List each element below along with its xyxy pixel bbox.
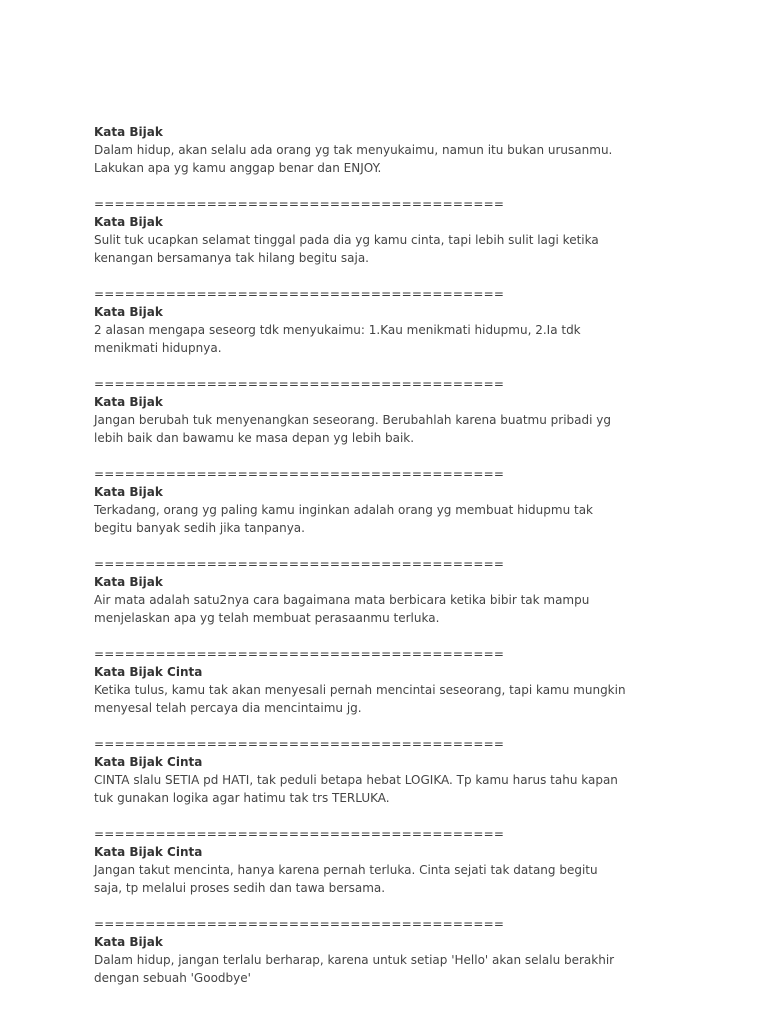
- quote-entry: [94, 465, 694, 537]
- separator-line: ========================================: [94, 647, 505, 661]
- quote-title: Kata Bijak: [94, 935, 163, 949]
- quote-entry: [94, 915, 694, 987]
- quote-text: Terkadang, orang yg paling kamu inginkan adalah orang yg membuat hidupmu tak begitu banyak sedih jika tanpanya.: [94, 503, 593, 535]
- quote-title: Kata Bijak: [94, 125, 163, 139]
- separator-line: ========================================: [94, 827, 505, 841]
- quote-title: Kata Bijak Cinta: [94, 845, 203, 859]
- quote-title: Kata Bijak: [94, 395, 163, 409]
- quote-entry: [94, 195, 694, 267]
- quote-entry: [94, 555, 694, 627]
- quote-entry: [94, 735, 694, 807]
- quote-title: Kata Bijak Cinta: [94, 665, 203, 679]
- quote-entry: [94, 645, 694, 717]
- quote-text: Jangan berubah tuk menyenangkan seseorang. Berubahlah karena buatmu pribadi yg lebih baik dan bawamu ke masa depan yg lebih baik.: [94, 413, 611, 445]
- separator-line: ========================================: [94, 287, 505, 301]
- quote-entry: [94, 825, 694, 897]
- quote-title: Kata Bijak: [94, 215, 163, 229]
- document-page: [94, 123, 694, 987]
- quote-title: Kata Bijak: [94, 575, 163, 589]
- quote-text: Dalam hidup, jangan terlalu berharap, karena untuk setiap 'Hello' akan selalu berakhir dengan sebuah 'Goodbye': [94, 953, 615, 985]
- quote-entry: [94, 285, 694, 357]
- quote-title: Kata Bijak Cinta: [94, 755, 203, 769]
- quote-text: Jangan takut mencinta, hanya karena pernah terluka. Cinta sejati tak datang begitu saja, tp melalui proses sedih dan tawa bersama.: [94, 863, 598, 895]
- separator-line: ========================================: [94, 737, 505, 751]
- separator-line: ========================================: [94, 197, 505, 211]
- separator-line: ========================================: [94, 377, 505, 391]
- quote-text: 2 alasan mengapa seseorg tdk menyukaimu: 1.Kau menikmati hidupmu, 2.Ia tdk menikmati hidupnya.: [94, 323, 581, 355]
- quote-text: Air mata adalah satu2nya cara bagaimana mata berbicara ketika bibir tak mampu menjelaskan apa yg telah membuat perasaanmu terluka.: [94, 593, 590, 625]
- separator-line: ========================================: [94, 467, 505, 481]
- quote-text: CINTA slalu SETIA pd HATI, tak peduli betapa hebat LOGIKA. Tp kamu harus tahu kapan tuk gunakan logika agar hatimu tak trs TERLUKA.: [94, 773, 618, 805]
- quote-entry: [94, 375, 694, 447]
- quote-text: Sulit tuk ucapkan selamat tinggal pada dia yg kamu cinta, tapi lebih sulit lagi ketika kenangan bersamanya tak hilang begitu saja.: [94, 233, 599, 265]
- quote-title: Kata Bijak: [94, 305, 163, 319]
- separator-line: ========================================: [94, 917, 505, 931]
- separator-line: ========================================: [94, 557, 505, 571]
- quote-title: Kata Bijak: [94, 485, 163, 499]
- quote-text: Dalam hidup, akan selalu ada orang yg tak menyukaimu, namun itu bukan urusanmu. Lakukan apa yg kamu anggap benar dan ENJOY.: [94, 143, 613, 175]
- quote-text: Ketika tulus, kamu tak akan menyesali pernah mencintai seseorang, tapi kamu mungkin menyesal telah percaya dia mencintaimu jg.: [94, 683, 626, 715]
- quote-entry: [94, 123, 694, 177]
